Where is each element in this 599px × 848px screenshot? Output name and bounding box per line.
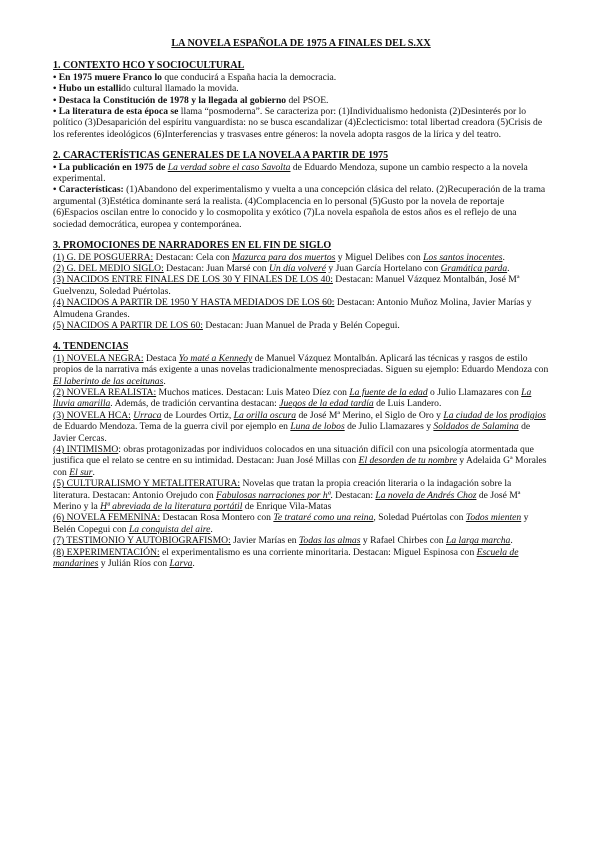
text: de Javier Cercas. bbox=[53, 421, 531, 444]
text: . Además, de tradición cervantina destacan: bbox=[110, 398, 280, 410]
book-title: La novela de Andrés Choz bbox=[375, 489, 477, 501]
book-title: Todas las almas bbox=[298, 535, 361, 547]
book-title: Un día volveré bbox=[269, 262, 327, 274]
section-characteristics bbox=[53, 150, 549, 230]
text: y Adelaida Gª Morales con bbox=[53, 455, 547, 478]
bold-text: • La publicación en 1975 de bbox=[53, 161, 168, 173]
text: Destacan: Antonio Muñoz Molina, Javier Marías y Almudena Grandes. bbox=[53, 297, 532, 320]
text: Muchos matices. Destacan: Luis Mateo Díez con bbox=[156, 386, 350, 398]
book-title: Mazurca para dos muertos bbox=[232, 251, 336, 263]
list-item bbox=[53, 252, 549, 263]
text: Destacan: Cela con bbox=[153, 251, 233, 263]
document-title: LA NOVELA ESPAÑOLA DE 1975 A FINALES DEL S.XX bbox=[171, 38, 431, 49]
text: o Julio Llamazares con bbox=[427, 386, 522, 398]
text: de Enrique Vila-Matas bbox=[242, 501, 332, 513]
book-title: Todos mienten bbox=[465, 512, 522, 524]
text: de Manuel Vázquez Montalbán. Aplicará las técnicas y rasgos de estilo propios de la narrativa más exigente a unas novelas tradicionalmente menospreciadas. Siguen su ejemplo: Eduardo Mendoza con bbox=[53, 352, 549, 376]
list-item bbox=[53, 387, 549, 410]
text: de Eduardo Mendoza, supone un cambio respecto a la novela experimental. bbox=[53, 161, 528, 185]
item-label: (1) G. DE POSGUERRA: bbox=[53, 251, 154, 263]
book-title: La verdad sobre el caso Savolta bbox=[167, 161, 291, 173]
text: (1)Abandono del experimentalismo y vuelta a una concepción clásica del relato. (2)Recuperación de la trama argumental (3)Estética dominante será la realista. (4)Complacencia en lo personal (5)Gusto por la novela de reportaje (6)Espacios oscilan entre lo conocido y lo cosmopolita y exótico (7)La novela española de estos años es el reflejo de una sociedad democrática, europea y contemporánea. bbox=[53, 184, 546, 230]
item-label: (3) NOVELA HCA: bbox=[53, 409, 131, 421]
text: Destacan: Juan Marsé con bbox=[163, 262, 269, 274]
text: de Luis Landero. bbox=[373, 398, 442, 410]
book-title: El desorden de tu nombre bbox=[358, 455, 457, 467]
text: do cultural llamado la movida. bbox=[121, 83, 239, 95]
book-title: El laberinto de las aceitunas bbox=[53, 375, 164, 387]
text: llama “posmoderna”. Se caracteriza por: (1)Individualismo hedonista (2)Desinterés por lo político (3)Desaparición del espíritu vanguardista: no se busca escandalizar (4)Eclecticismo: total libertad creadora (5)Crisis de los referentes ideológicos (6)Interferencias y trasvases entre géneros: la novela adopta rasgos de la lírica y del teatro. bbox=[53, 106, 543, 140]
section-heading-context: 1. CONTEXTO HCO Y SOCIOCULTURAL bbox=[53, 60, 245, 72]
item-label: (2) NOVELA REALISTA: bbox=[53, 386, 157, 398]
list-item bbox=[53, 547, 549, 570]
text: de Eduardo Mendoza. Tema de la guerra civil por ejemplo en bbox=[53, 421, 291, 433]
paragraph bbox=[53, 95, 549, 106]
item-label: (4) INTIMISMO bbox=[53, 444, 119, 455]
item-label: (7) TESTIMONIO Y AUTOBIOGRAFISMO: bbox=[53, 535, 231, 547]
text: el experimentalismo es una corriente minoritaria. Destacan: Miguel Espinosa con bbox=[159, 546, 477, 558]
text: y Belén Copegui con bbox=[53, 512, 529, 535]
bold-text: • La literatura de esta época se bbox=[53, 106, 179, 118]
text: de Julio Llamazares y bbox=[344, 421, 434, 433]
list-item bbox=[53, 263, 549, 274]
list-item bbox=[53, 512, 549, 535]
paragraph bbox=[53, 72, 549, 83]
text: Destacan Rosa Montero con bbox=[160, 512, 274, 524]
book-title: Urraca bbox=[133, 409, 162, 421]
list-item bbox=[53, 410, 549, 444]
item-label: (1) NOVELA NEGRA: bbox=[53, 352, 144, 364]
text: : obras protagonizadas por individuos colocados en una situación difícil con una psicología atormentada que justifica que el relato se centre en su intimidad. Destacan: Juan José Millas con bbox=[53, 444, 534, 467]
item-label: (2) G. DEL MEDIO SIGLO: bbox=[53, 262, 164, 274]
book-title: Luna de lobos bbox=[290, 421, 345, 433]
item-label: (3) NACIDOS ENTRE FINALES DE LOS 30 Y FINALES DE LOS 40: bbox=[53, 274, 333, 286]
text: de José Mª Merino y la bbox=[53, 489, 521, 513]
bold-text: • Características: bbox=[53, 184, 124, 196]
text: y Julián Ríos con bbox=[98, 558, 170, 570]
item-label: (6) NOVELA FEMENINA: bbox=[53, 512, 161, 524]
book-title: La ciudad de los prodigios bbox=[443, 409, 546, 421]
book-title: Fabulosas narraciones por hª bbox=[216, 489, 331, 501]
book-title: El sur bbox=[69, 466, 93, 478]
text: . bbox=[510, 535, 513, 547]
text: y Rafael Chirbes con bbox=[360, 535, 446, 547]
text: Destacan: Manuel Vázquez Montalbán, José Mª Guelvenzu, Soledad Puértolas. bbox=[53, 274, 520, 297]
text: y Miguel Delibes con bbox=[335, 251, 424, 263]
book-title: Escuela de mandarines bbox=[53, 546, 519, 570]
paragraph bbox=[53, 106, 549, 140]
text: y Juan García Hortelano con bbox=[326, 262, 441, 274]
book-title: Soldados de Salamina bbox=[433, 421, 519, 433]
section-trends bbox=[53, 341, 549, 569]
text: . bbox=[210, 523, 213, 535]
bold-text: • Destaca la Constitución de 1978 y la llegada al gobierno bbox=[53, 94, 287, 106]
list-item bbox=[53, 444, 549, 478]
text: Destacan: Juan Manuel de Prada y Belén Copegui. bbox=[202, 319, 400, 331]
item-label: (8) EXPERIMENTACIÓN: bbox=[53, 546, 160, 558]
item-label: (5) NACIDOS A PARTIR DE LOS 60: bbox=[53, 319, 203, 331]
item-label: (4) NACIDOS A PARTIR DE 1950 Y HASTA MEDIADOS DE LOS 60: bbox=[53, 297, 335, 309]
document-page bbox=[53, 38, 549, 579]
book-title: La conquista del aire bbox=[128, 523, 211, 535]
text: . bbox=[192, 558, 195, 570]
text: . bbox=[163, 375, 166, 387]
paragraph bbox=[53, 83, 549, 94]
bold-text: • Hubo un estalli bbox=[53, 83, 122, 95]
section-heading-promotions: 3. PROMOCIONES DE NARRADORES EN EL FIN DE SIGLO bbox=[53, 240, 332, 252]
text: , Soledad Puértolas con bbox=[373, 512, 466, 524]
list-item bbox=[53, 320, 549, 331]
book-title: La orilla oscura bbox=[233, 409, 297, 421]
book-title: Hª abreviada de la literatura portátil bbox=[100, 501, 243, 513]
book-title: Larva bbox=[169, 558, 193, 570]
text: de José Mª Merino, el Siglo de Oro y bbox=[296, 409, 444, 421]
book-title: Los santos inocentes bbox=[423, 251, 503, 263]
book-title: Juegos de la edad tardía bbox=[279, 398, 374, 410]
text: . bbox=[507, 262, 510, 274]
text: . bbox=[502, 251, 505, 263]
text: Novelas que tratan la propia creación literaria o la indagación sobre la literatura. Destacan: Antonio Orejudo con bbox=[53, 478, 512, 501]
text: . bbox=[92, 466, 95, 478]
book-title: La larga marcha bbox=[446, 535, 511, 547]
text: que conducirá a España hacia la democracia. bbox=[161, 71, 337, 83]
paragraph bbox=[53, 184, 549, 230]
section-heading-trends: 4. TENDENCIAS bbox=[53, 341, 129, 353]
text: Destaca bbox=[143, 352, 179, 364]
section-heading-characteristics: 2. CARACTERÍSTICAS GENERALES DE LA NOVELA A PARTIR DE 1975 bbox=[53, 150, 389, 162]
list-item bbox=[53, 478, 549, 512]
paragraph bbox=[53, 162, 549, 185]
section-context bbox=[53, 60, 549, 140]
book-title: Gramática parda bbox=[440, 262, 508, 274]
book-title: Te trataré como una reina bbox=[273, 512, 374, 524]
list-item bbox=[53, 353, 549, 387]
list-item bbox=[53, 274, 549, 297]
section-promotions bbox=[53, 240, 549, 331]
list-item bbox=[53, 297, 549, 320]
text: de Lourdes Ortiz, bbox=[161, 409, 234, 421]
book-title: La fuente de la edad bbox=[349, 386, 428, 398]
list-item bbox=[53, 535, 549, 546]
book-title: Yo maté a Kennedy bbox=[178, 352, 253, 364]
item-label: (5) CULTURALISMO Y METALITERATURA: bbox=[53, 478, 241, 490]
book-title: La lluvia amarilla bbox=[53, 386, 532, 410]
text: del PSOE. bbox=[286, 94, 329, 106]
text: Javier Marías en bbox=[230, 535, 299, 547]
text: . Destacan: bbox=[330, 489, 376, 501]
bold-text: • En 1975 muere Franco lo bbox=[53, 71, 162, 83]
